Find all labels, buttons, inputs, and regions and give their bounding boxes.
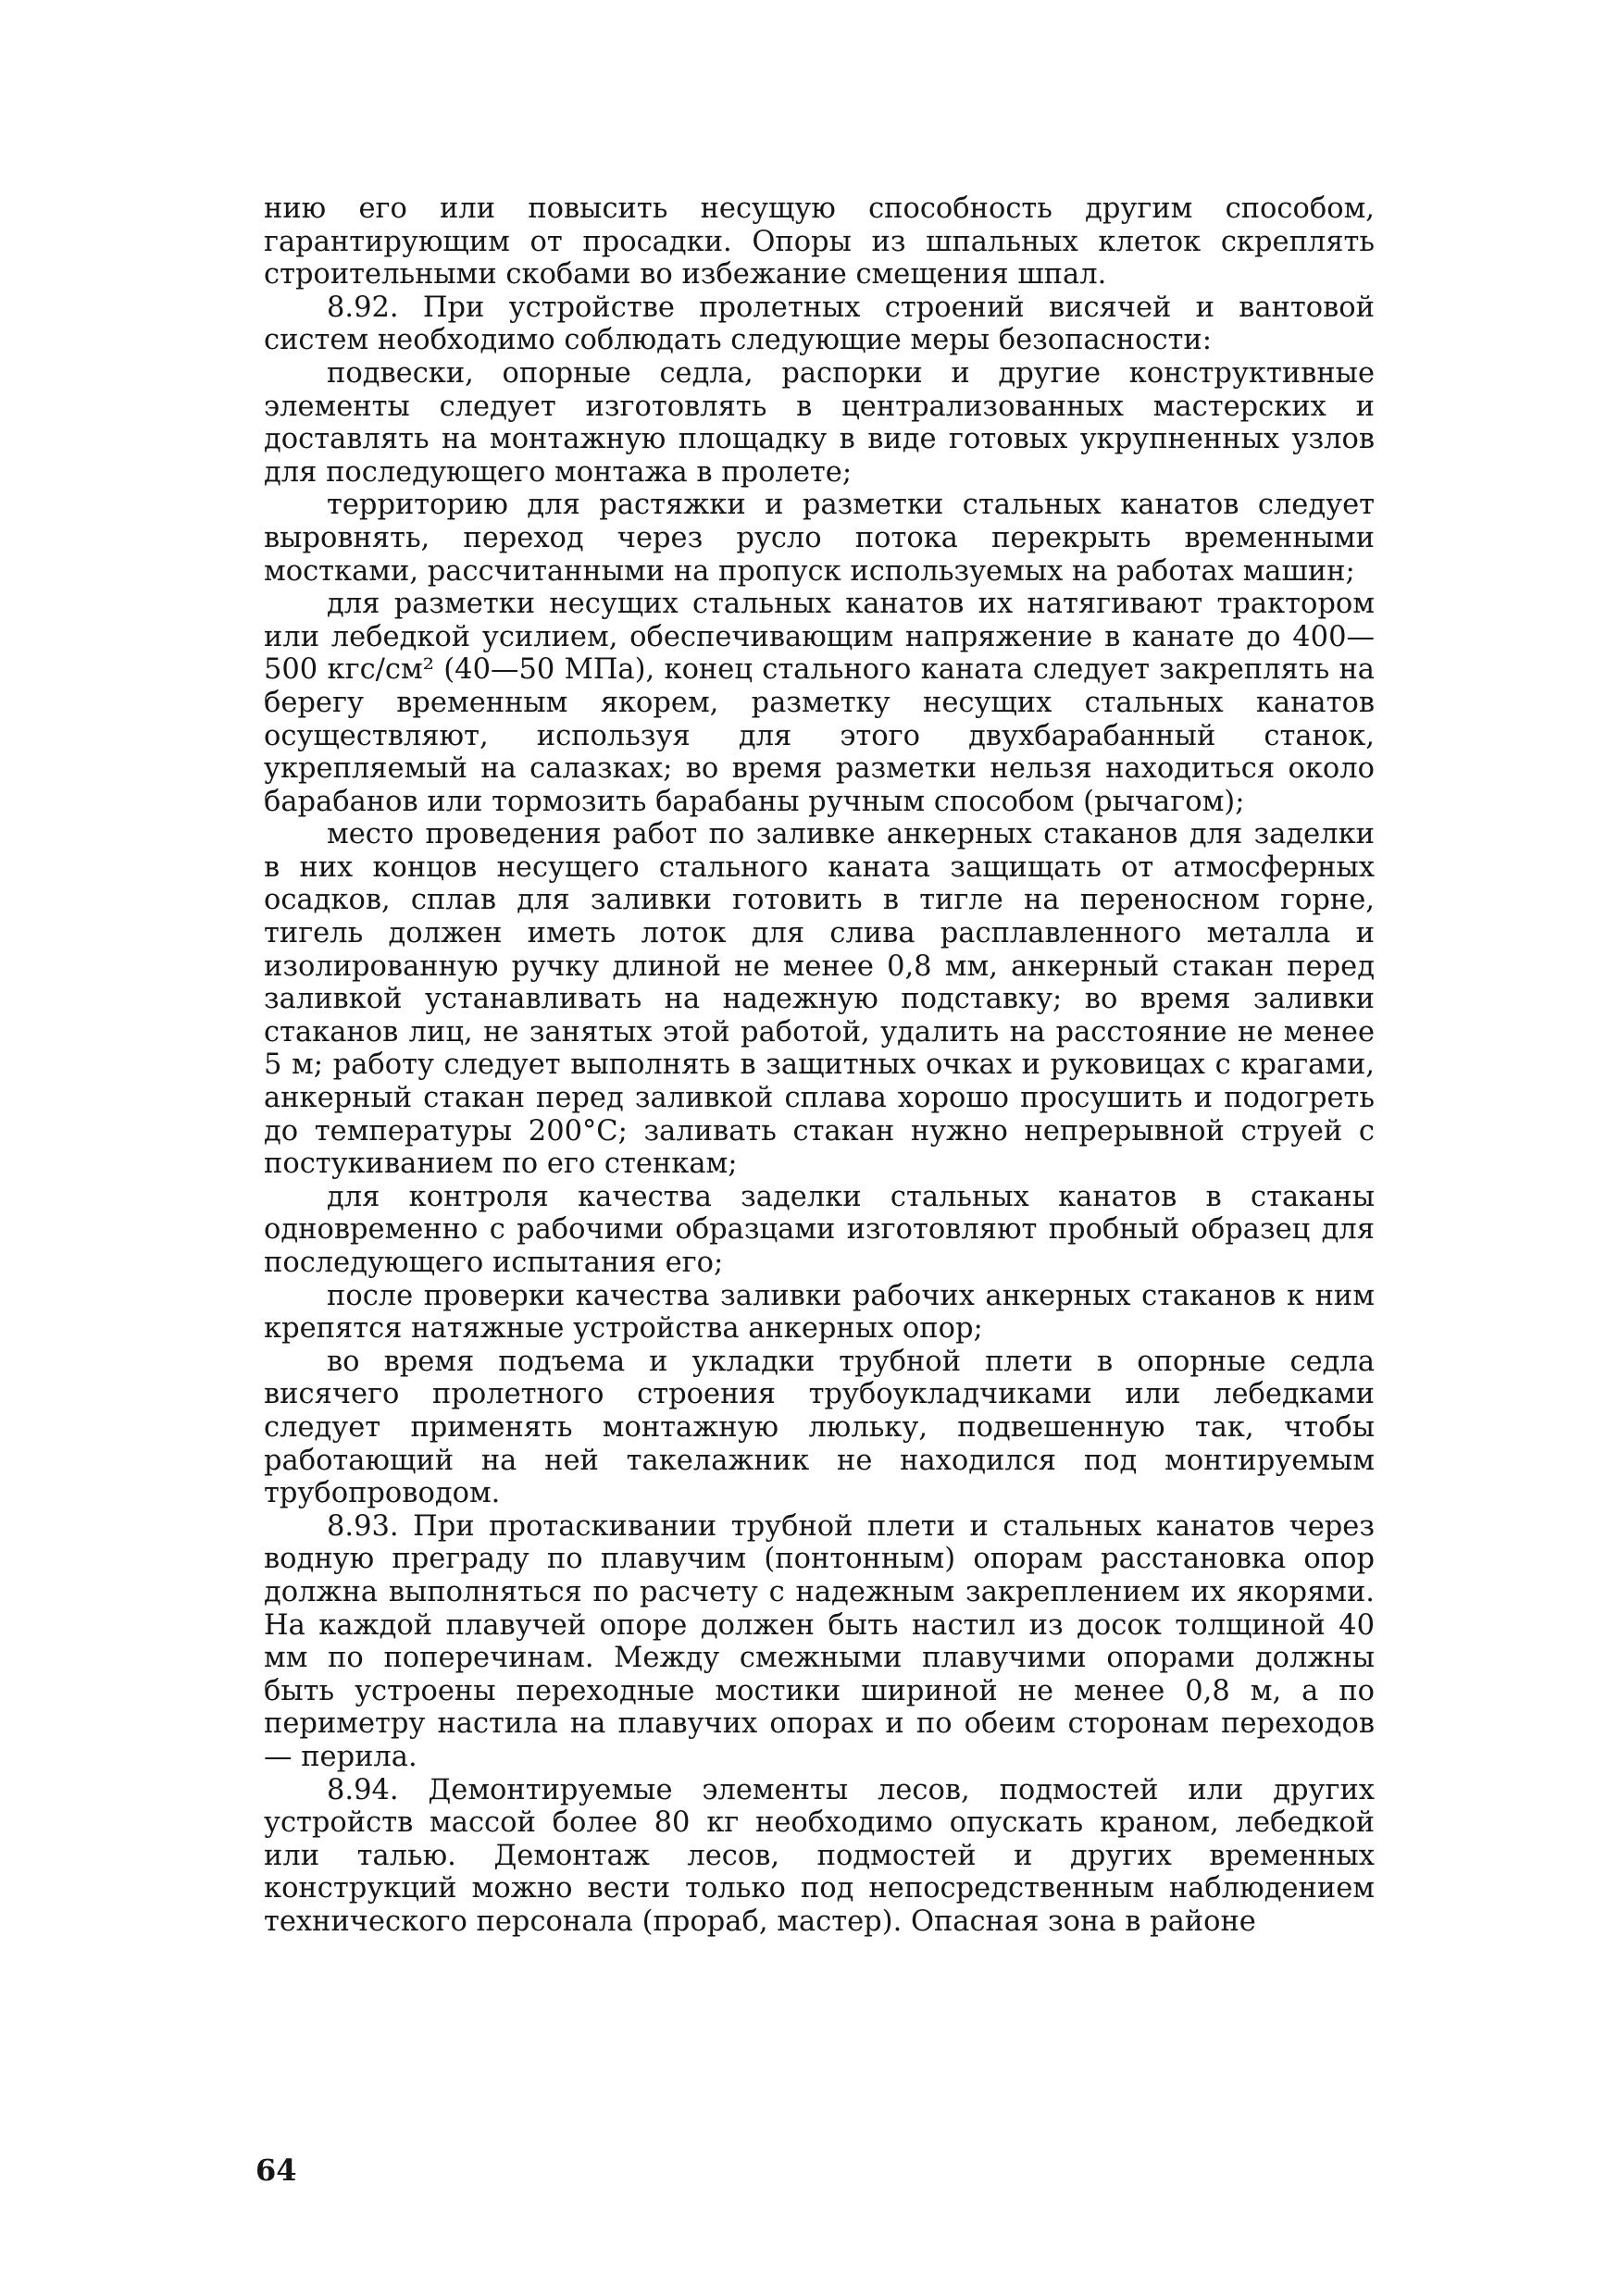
paragraph-8-93: 8.93. При протаскивании трубной плети и стальных канатов через водную преграду по плавучим (понтонным) опорам расстановка опор должна выполняться по расчету с надежным закреплением их якорями. На каждой плавучей опоре должен быть настил из досок толщиной 40 мм по поперечинам. Между смежными плавучими опорами должны быть устроены переходные мостики шириной не менее 0,8 м, а по периметру настила на плавучих опорах и по обеим сторонам переходов — перила. <box>264 1509 1375 1773</box>
paragraph-quality-control: для контроля качества заделки стальных канатов в стаканы одновременно с рабочими образцами изготовляют пробный образец для последующего испытания его; <box>264 1180 1375 1279</box>
body-text <box>264 192 1375 1938</box>
page-number: 64 <box>255 2153 297 2188</box>
paragraph-anchor-casting: место проведения работ по заливке анкерных стаканов для заделки в них концов несущего стального каната защищать от атмосферных осадков, сплав для заливки готовить в тигле на переносном горне, тигель должен иметь лоток для слива расплавленного металла и изолированную ручку длиной не менее 0,8 мм, анкерный стакан перед заливкой устанавливать на надежную подставку; во время заливки стаканов лиц, не занятых этой работой, удалить на расстояние не менее 5 м; работу следует выполнять в защитных очках и руковицах с крагами, анкерный стакан перед заливкой сплава хорошо просушить и подогреть до температуры 200°С; заливать стакан нужно непрерывной струей с постукиванием по его стенкам; <box>264 818 1375 1181</box>
paragraph-continuation: нию его или повысить несущую способность другим способом, гарантирующим от просадки. Опоры из шпальных клеток скреплять строительными скобами во избежание смещения шпал. <box>264 192 1375 292</box>
paragraph-tensioning: после проверки качества заливки рабочих анкерных стаканов к ним крепятся натяжные устройства анкерных опор; <box>264 1279 1375 1346</box>
paragraph-8-94: 8.94. Демонтируемые элементы лесов, подмостей или других устройств массой более 80 кг необходимо опускать краном, лебедкой или талью. Демонтаж лесов, подмостей и других временных конструкций можно вести только под непосредственным наблюдением технического персонала (прораб, мастер). Опасная зона в районе <box>264 1773 1375 1938</box>
paragraph-territory: территорию для растяжки и разметки стальных канатов следует выровнять, переход через русло потока перекрыть временными мостками, рассчитанными на пропуск используемых на работах машин; <box>264 489 1375 588</box>
paragraph-8-92: 8.92. При устройстве пролетных строений висячей и вантовой систем необходимо соблюдать следующие меры безопасности: <box>264 291 1375 357</box>
paragraph-suspensions: подвески, опорные седла, распорки и другие конструктивные элементы следует изготовлять в централизованных мастерских и доставлять на монтажную площадку в виде готовых укрупненных узлов для последующего монтажа в пролете; <box>264 356 1375 489</box>
paragraph-lifting: во время подъема и укладки трубной плети в опорные седла висячего пролетного строения трубоукладчиками или лебедками следует применять монтажную люльку, подвешенную так, чтобы работающий на ней такелажник не находился под монтируемым трубопроводом. <box>264 1345 1375 1510</box>
paragraph-marking: для разметки несущих стальных канатов их натягивают трактором или лебедкой усилием, обеспечивающим напряжение в канате до 400—500 кгс/см² (40—50 МПа), конец стального каната следует закреплять на берегу временным якорем, разметку несущих стальных канатов осуществляют, используя для этого двухбарабанный станок, укрепляемый на салазках; во время разметки нельзя находиться около барабанов или тормозить барабаны ручным способом (рычагом); <box>264 588 1375 818</box>
